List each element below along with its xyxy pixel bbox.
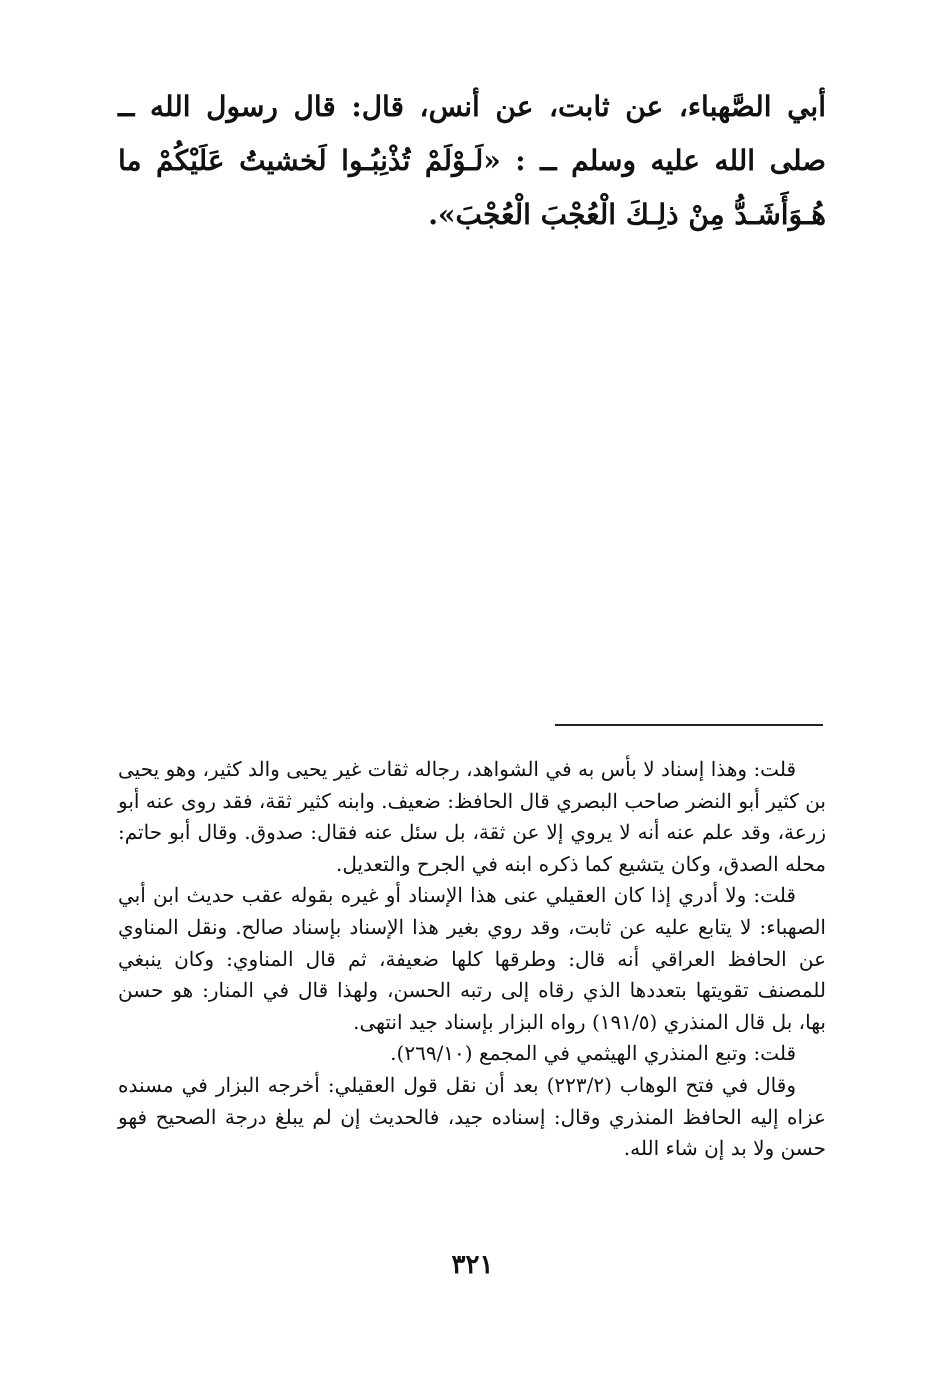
footnote-paragraph-2: قلت: ولا أدري إذا كان العقيلي عنى هذا الإسناد أو غيره بقوله عقب حديث ابن أبي الصهباء: لا يتابع عليه عن ثابت، وقد روي بغير هذا الإسناد بإسناد صالح. ونقل المناوي عن الحافظ العراقي أنه قال: وطرقها كلها ضعيفة، ثم قال المناوي: وكان ينبغي للمصنف تقويتها بتعددها الذي رقاه إلى رتبه الحسن، ولهذا قال في المنار: هو حسن بها، بل قال المنذري (١٩١/٥) رواه البزار بإسناد جيد انتهى. <box>118 883 826 1034</box>
main-text <box>118 80 826 242</box>
footnotes <box>118 754 826 1165</box>
hadith-paragraph: أبي الصَّهباء، عن ثابت، عن أنس، قال: قال رسول الله ــ صلى الله عليه وسلم ــ : «لَـوْلَمْ تُذْنِبُـوا لَخشيتُ عَلَيْكُمْ ما هُـوَأَشَـدُّ مِنْ ذلِـكَ الْعُجْبَ الْعُجْبَ». <box>118 90 826 231</box>
footnote-paragraph-4: وقال في فتح الوهاب (٢٢٣/٢) بعد أن نقل قول العقيلي: أخرجه البزار في مسنده عزاه إليه الحافظ المنذري وقال: إسناده جيد، فالحديث إن لم يبلغ درجة الصحيح فهو حسن ولا بد إن شاء الله. <box>118 1072 826 1161</box>
footnote-separator <box>555 724 823 726</box>
footnote-paragraph-1: قلت: وهذا إسناد لا بأس به في الشواهد، رجاله ثقات غير يحيى والد كثير، وهو يحيى بن كثير أبو النضر صاحب البصري قال الحافظ: ضعيف. وابنه كثير ثقة، فقد روى عنه أبو زرعة، وقد علم عنه أنه لا يروي إلا عن ثقة، بل سئل عنه فقال: صدوق. وقال أبو حاتم: محله الصدق، وكان يتشيع كما ذكره ابنه في الجرح والتعديل. <box>118 757 826 876</box>
footnote-paragraph-3: قلت: وتبع المنذري الهيثمي في المجمع (٢٦٩/١٠). <box>390 1041 796 1066</box>
page-number: ٣٢١ <box>451 1250 494 1280</box>
